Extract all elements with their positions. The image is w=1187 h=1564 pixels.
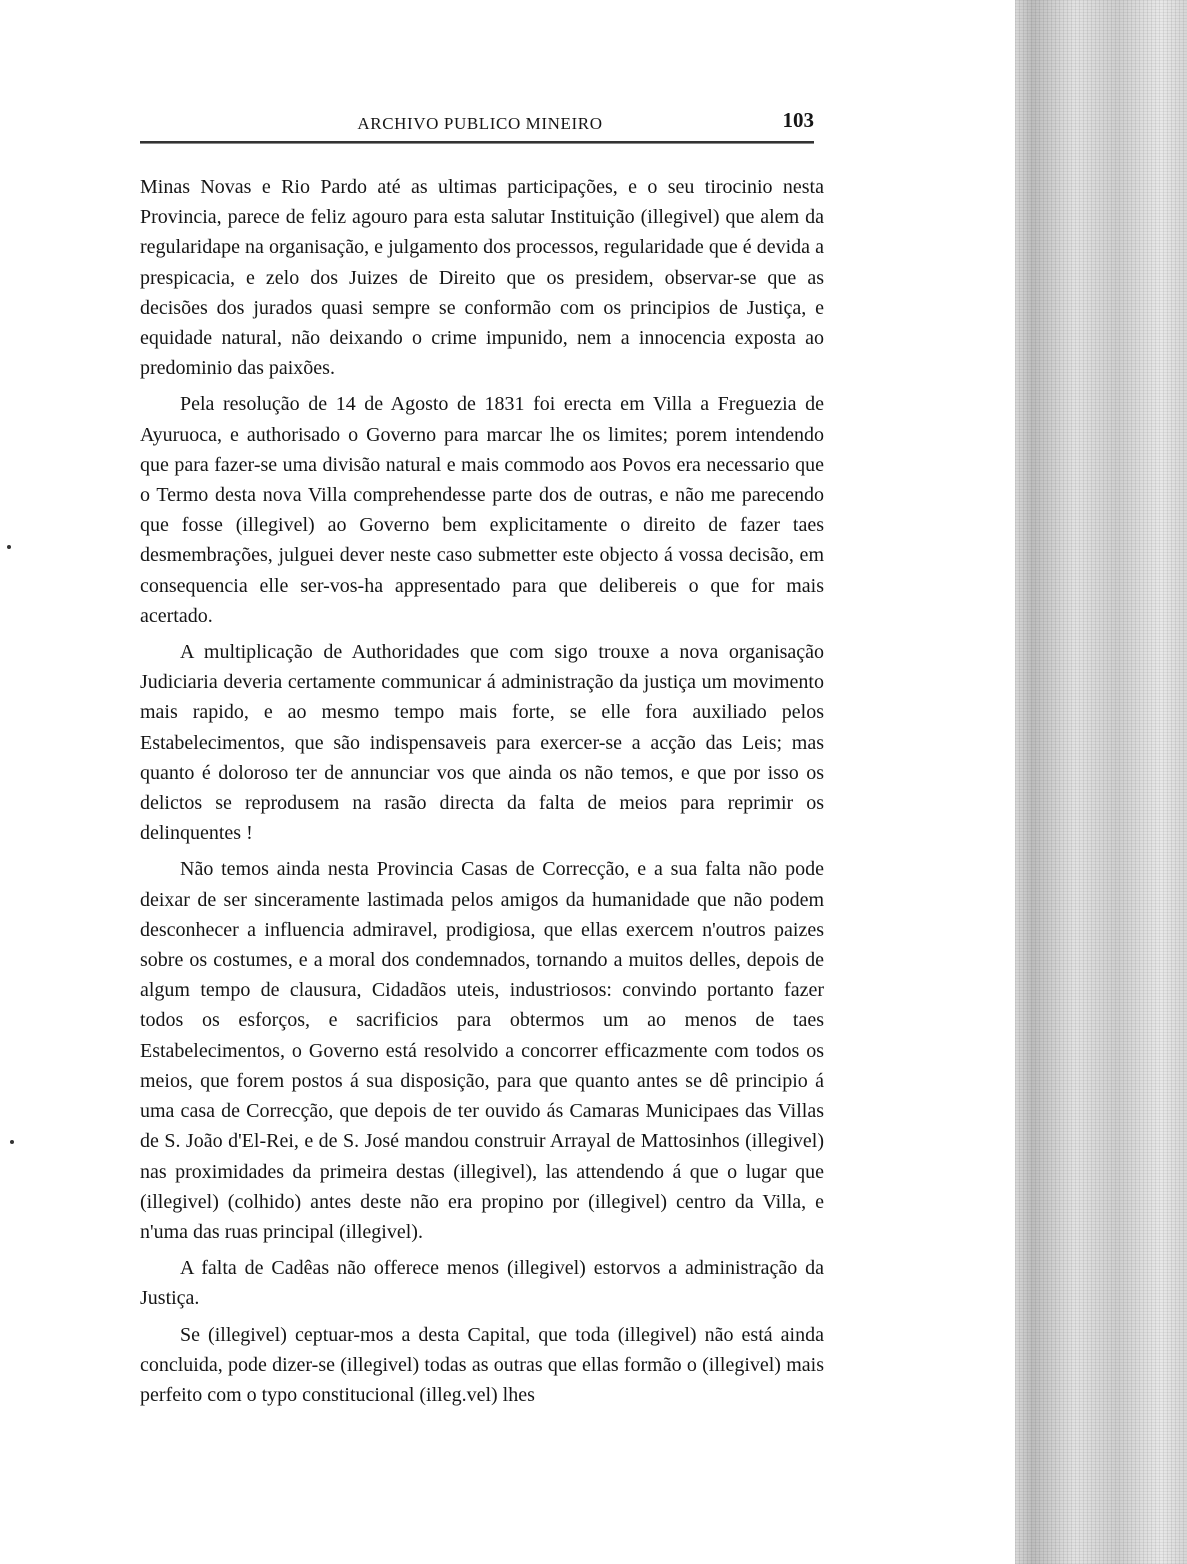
page-number: 103 — [782, 108, 814, 132]
running-title: ARCHIVO PUBLICO MINEIRO — [357, 114, 603, 133]
paragraph: Se (illegivel) ceptuar-mos a desta Capital, que toda (illegivel) não está ainda concluida, pode dizer-se (illegivel) todas as outras que ellas formão o (illegivel) mais perfeito com o typo constitucional (illeg.vel) lhes — [140, 1323, 824, 1406]
paragraph: A multiplicação de Authoridades que com sigo trouxe a nova organisação Judiciaria deveria certamente communicar á administração da justiça um movimento mais rapido, e ao mesmo tempo mais forte, se elle fora auxiliado pelos Estabelecimentos, que são indispensaveis para exercer-se a acção das Leis; mas quanto é doloroso ter de annunciar vos que ainda os não temos, e que por isso os delictos se reprodusem na rasão directa da falta de meios para reprimir os delinquentes ! — [140, 641, 824, 845]
page-header — [140, 108, 820, 138]
header-rule — [140, 141, 814, 143]
scan-edge — [1015, 0, 1187, 1564]
paragraph: Pela resolução de 14 de Agosto de 1831 foi erecta em Villa a Freguezia de Ayuruoca, e authorisado o Governo para marcar lhe os limites; porem intendendo que para fazer-se uma divisão natural e mais commodo aos Povos era necessario que o Termo desta nova Villa comprehendesse parte dos de outras, e não me parecendo que fosse (illegivel) ao Governo bem explicitamente o direito de fazer taes desmembrações, julguei dever neste caso submetter este objecto á vossa decisão, em consequencia elle ser-vos-ha appresentado para que delibereis o que for mais acertado. — [140, 393, 824, 627]
margin-mark — [7, 545, 11, 549]
paragraph: A falta de Cadêas não offerece menos (illegivel) estorvos a administração da Justiça. — [140, 1257, 824, 1310]
body-text — [140, 172, 824, 1410]
paragraph: Não temos ainda nesta Provincia Casas de Correcção, e a sua falta não pode deixar de ser sinceramente lastimada pelos amigos da humanidade que não podem desconhecer a influencia admiravel, prodigiosa, que ellas exercem n'outros paizes sobre os costumes, e a moral dos condemnados, tornando a muitos delles, depois de algum tempo de clausura, Cidadãos uteis, industriosos: convindo portanto fazer todos os esforços, e sacrificios para obtermos um ao menos de taes Estabelecimentos, o Governo está resolvido a concorrer efficazmente com todos os meios, que forem postos á sua disposição, para que quanto antes se dê principio á uma casa de Correcção, que depois de ter ouvido ás Camaras Municipaes das Villas de S. João d'El-Rei, e de S. José mandou construir Arrayal de Mattosinhos (illegivel) nas proximidades da primeira destas (illegivel), las attendendo á que o lugar que (illegivel) (colhido) antes deste não era propino por (illegivel) centro da Villa, e n'uma das ruas principal (illegivel). — [140, 858, 824, 1243]
paragraph: Minas Novas e Rio Pardo até as ultimas participações, e o seu tirocinio nesta Provincia, parece de feliz agouro para esta salutar Instituição (illegivel) que alem da regularidape na organisação, e julgamento dos processos, regularidade que é devida a prespicacia, e zelo dos Juizes de Direito que os presidem, observar-se que as decisões dos jurados quasi sempre se conformão com os principios de Justiça, e equidade natural, não deixando o crime impunido, nem a innocencia exposta ao predominio das paixões. — [140, 176, 824, 380]
margin-mark — [10, 1140, 14, 1144]
